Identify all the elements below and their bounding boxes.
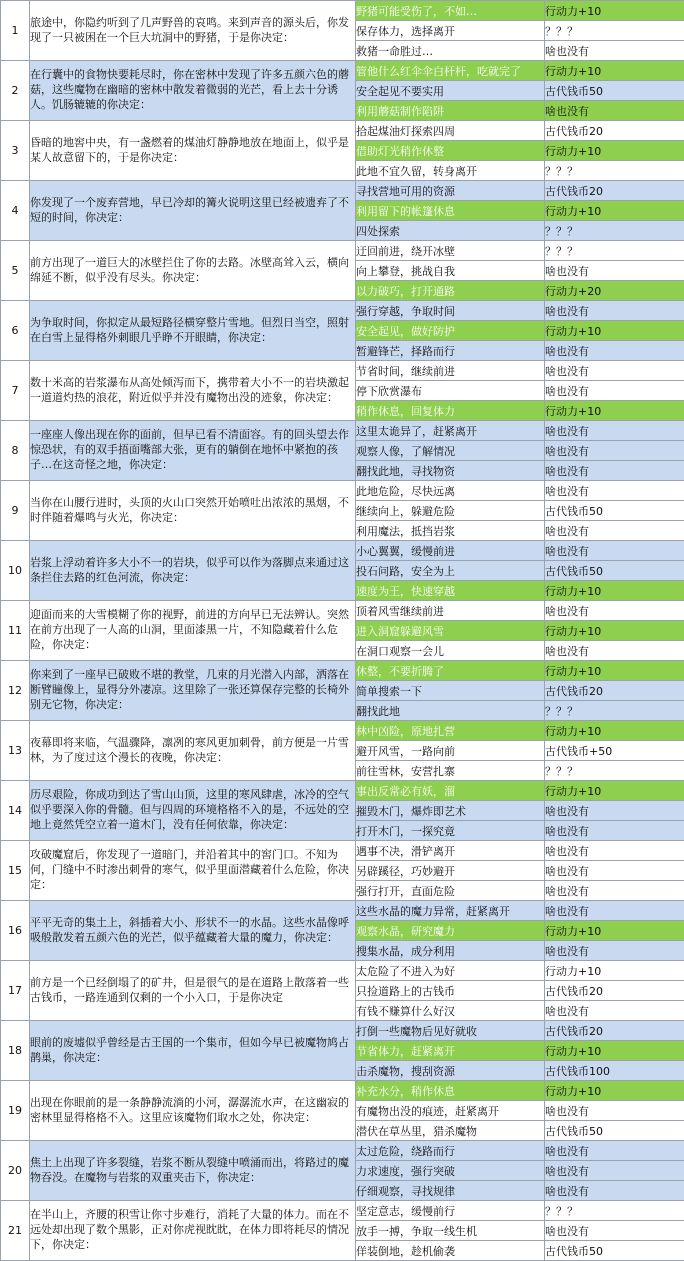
- event-description: 前方出现了一道巨大的冰壁拦住了你的去路。冰壁高耸入云，横向绵延不断，似乎没有尽头。你决定：: [30, 241, 356, 301]
- choice-reward: 啥也没有: [545, 101, 684, 121]
- choice-reward: 行动力+10: [545, 1, 684, 21]
- choice-option: 只捡道路上的古钱币: [356, 981, 545, 1001]
- choice-reward: 啥也没有: [545, 41, 684, 61]
- choice-option: 此地不宜久留，转身离开: [356, 161, 545, 181]
- event-row: [1, 901, 684, 921]
- choice-reward: 啥也没有: [545, 1161, 684, 1181]
- event-description: 你发现了一个废弃营地，早已冷却的篝火说明这里已经被遗弃了不短的时间，你决定：: [30, 181, 356, 241]
- event-row: [1, 361, 684, 381]
- event-number: 1: [1, 1, 30, 61]
- event-number: 7: [1, 361, 30, 421]
- choice-option: 这些水晶的魔力异常，赶紧离开: [356, 901, 545, 921]
- choice-reward: ？？？: [545, 21, 684, 41]
- choice-reward: 啥也没有: [545, 361, 684, 381]
- event-number: 11: [1, 601, 30, 661]
- event-row: [1, 481, 684, 501]
- choice-option: 这里太诡异了，赶紧离开: [356, 421, 545, 441]
- choice-reward: 啥也没有: [545, 861, 684, 881]
- event-number: 13: [1, 721, 30, 781]
- choice-option: 利用魔法，抵挡岩浆: [356, 521, 545, 541]
- choice-option: 林中凶险，原地扎营: [356, 721, 545, 741]
- choice-option: 翻找此地，寻找物资: [356, 461, 545, 481]
- choice-option: 借助灯光稍作休整: [356, 141, 545, 161]
- choice-reward: 行动力+10: [545, 781, 684, 801]
- choice-option: 以力破巧，打开通路: [356, 281, 545, 301]
- choice-reward: 啥也没有: [545, 801, 684, 821]
- choice-reward: ？？？: [545, 161, 684, 181]
- event-number: 16: [1, 901, 30, 961]
- choice-reward: 啥也没有: [545, 461, 684, 481]
- choice-reward: 啥也没有: [545, 881, 684, 901]
- event-description: 数十米高的岩浆瀑布从高处倾泻而下，携带着大小不一的岩块激起一道道灼热的浪花，附近似乎并没有魔物出没的迹象，你决定：: [30, 361, 356, 421]
- choice-reward: 古代钱币+50: [545, 741, 684, 761]
- choice-reward: 啥也没有: [545, 381, 684, 401]
- event-description: 昏暗的地窖中央，有一盏燃着的煤油灯静静地放在地面上，似乎是某人故意留下的，于是你决定：: [30, 121, 356, 181]
- choice-reward: 啥也没有: [545, 261, 684, 281]
- choice-option: 坚定意志，缓慢前行: [356, 1201, 545, 1221]
- event-row: [1, 61, 684, 81]
- choice-reward: 古代钱币50: [545, 81, 684, 101]
- choice-option: 前往雪林，安营扎寨: [356, 761, 545, 781]
- choice-reward: 行动力+10: [545, 961, 684, 981]
- choice-reward: 行动力+10: [545, 1041, 684, 1061]
- event-description: 焦土上出现了许多裂缝，岩浆不断从裂缝中喷涌而出，将路过的魔物吞没。在魔物与岩浆的双重夹击下，你决定：: [30, 1141, 356, 1201]
- choice-reward: 行动力+10: [545, 141, 684, 161]
- choice-reward: 啥也没有: [545, 1101, 684, 1121]
- choice-option: 救猪一命胜过…: [356, 41, 545, 61]
- choice-option: 补充水分，稍作休息: [356, 1081, 545, 1101]
- event-description: 夜幕即将来临，气温骤降，凛冽的寒风更加刺骨，前方便是一片雪林，为了度过这个漫长的夜晚，你决定：: [30, 721, 356, 781]
- event-number: 17: [1, 961, 30, 1021]
- choice-reward: 行动力+10: [545, 621, 684, 641]
- choice-option: 拾起煤油灯探索四周: [356, 121, 545, 141]
- choice-option: 野猪可能受伤了，不如…: [356, 1, 545, 21]
- event-row: [1, 301, 684, 321]
- choice-option: 投石问路，安全为上: [356, 561, 545, 581]
- choice-reward: 啥也没有: [545, 841, 684, 861]
- event-number: 5: [1, 241, 30, 301]
- choice-reward: 古代钱币50: [545, 561, 684, 581]
- event-description: 出现在你眼前的是一条静静流淌的小河，潺潺流水声，在这幽寂的密林里显得格格不入。这里应该魔物们取水之处，你决定：: [30, 1081, 356, 1141]
- choice-option: 强行打开，直面危险: [356, 881, 545, 901]
- choice-reward: 啥也没有: [545, 821, 684, 841]
- choice-reward: 行动力+10: [545, 921, 684, 941]
- event-description: 前方是一个已经倒塌了的矿井，但是很气的是在道路上散落着一些古钱币，一路连通到仅剩的一个小入口，于是你决定: [30, 961, 356, 1021]
- choice-reward: 啥也没有: [545, 301, 684, 321]
- event-number: 12: [1, 661, 30, 721]
- event-row: [1, 421, 684, 441]
- choice-option: 太危险了不进入为好: [356, 961, 545, 981]
- choice-reward: 古代钱币50: [545, 1121, 684, 1141]
- choice-reward: 啥也没有: [545, 341, 684, 361]
- event-description: 当你在山腰行进时，头顶的火山口突然开始喷吐出浓浓的黑烟，不时伴随着爆鸣与火光，你决定：: [30, 481, 356, 541]
- choice-reward: 啥也没有: [545, 1141, 684, 1161]
- event-number: 6: [1, 301, 30, 361]
- event-row: [1, 601, 684, 621]
- choice-option: 管他什么红伞伞白杆杆，吃就完了: [356, 61, 545, 81]
- choice-option: 速度为王，快速穿越: [356, 581, 545, 601]
- choice-reward: 啥也没有: [545, 521, 684, 541]
- choice-option: 此地危险，尽快远离: [356, 481, 545, 501]
- choice-option: 节省时间，继续前进: [356, 361, 545, 381]
- choice-reward: 行动力+10: [545, 661, 684, 681]
- choice-reward: 行动力+10: [545, 61, 684, 81]
- choice-reward: ？？？: [545, 701, 684, 721]
- choice-option: 事出反常必有妖，溜: [356, 781, 545, 801]
- event-row: [1, 181, 684, 201]
- choice-option: 利用留下的帐篷休息: [356, 201, 545, 221]
- choice-option: 仔细观察，寻找规律: [356, 1181, 545, 1201]
- choice-reward: 啥也没有: [545, 601, 684, 621]
- choice-option: 小心翼翼，缓慢前进: [356, 541, 545, 561]
- choice-option: 观察水晶，研究魔力: [356, 921, 545, 941]
- choice-option: 搜集水晶，成分利用: [356, 941, 545, 961]
- choice-reward: ？？？: [545, 241, 684, 261]
- event-row: [1, 541, 684, 561]
- choice-option: 避开风雪，一路向前: [356, 741, 545, 761]
- event-row: [1, 1201, 684, 1221]
- choice-reward: 古代钱币20: [545, 981, 684, 1001]
- event-number: 2: [1, 61, 30, 121]
- event-description: 在半山上，齐腰的积雪让你寸步难行，消耗了大量的体力。而在不远处却出现了数个黑影，正对你虎视眈眈，在体力即将耗尽的情况下，你决定：: [30, 1201, 356, 1261]
- event-row: [1, 1021, 684, 1041]
- choice-option: 强行穿越，争取时间: [356, 301, 545, 321]
- event-description: 岩浆上浮动着许多大小不一的岩块，似乎可以作为落脚点来通过这条拦住去路的红色河流，你决定：: [30, 541, 356, 601]
- choice-reward: 啥也没有: [545, 441, 684, 461]
- choice-reward: 啥也没有: [545, 481, 684, 501]
- choice-reward: 古代钱币100: [545, 1061, 684, 1081]
- choice-option: 四处探索: [356, 221, 545, 241]
- event-row: [1, 241, 684, 261]
- choice-option: 节省体力，赶紧离开: [356, 1041, 545, 1061]
- choice-reward: 古代钱币50: [545, 501, 684, 521]
- choice-reward: ？？？: [545, 761, 684, 781]
- choice-reward: ？？？: [545, 221, 684, 241]
- choice-option: 另辟蹊径，巧妙避开: [356, 861, 545, 881]
- event-row: [1, 841, 684, 861]
- choice-reward: 行动力+10: [545, 1081, 684, 1101]
- choice-reward: 古代钱币50: [545, 1241, 684, 1261]
- choice-option: 简单搜索一下: [356, 681, 545, 701]
- choice-option: 观察人像，了解情况: [356, 441, 545, 461]
- choice-option: 稍作休息，回复体力: [356, 401, 545, 421]
- choice-reward: 啥也没有: [545, 421, 684, 441]
- choice-reward: 古代钱币20: [545, 181, 684, 201]
- event-number: 19: [1, 1081, 30, 1141]
- choice-option: 放手一搏，争取一线生机: [356, 1221, 545, 1241]
- event-number: 9: [1, 481, 30, 541]
- choice-reward: 啥也没有: [545, 1181, 684, 1201]
- choice-reward: 古代钱币20: [545, 121, 684, 141]
- choice-option: 打倒一些魔物后见好就收: [356, 1021, 545, 1041]
- choice-option: 安全起见不要实用: [356, 81, 545, 101]
- choice-reward: 啥也没有: [545, 1001, 684, 1021]
- event-row: [1, 781, 684, 801]
- event-description: 为争取时间，你拟定从最短路径横穿整片雪地。但烈日当空，照射在白雪上显得格外刺眼几乎睁不开眼睛，你决定：: [30, 301, 356, 361]
- event-description: 旅途中，你隐约听到了几声野兽的哀鸣。来到声音的源头后，你发现了一只被困在一个巨大坑洞中的野猪，于是你决定：: [30, 1, 356, 61]
- event-description: 平平无奇的集土上，斜插着大小、形状不一的水晶。这些水晶像呼吸般散发着五颜六色的光芒，似乎蕴藏着大量的魔力，你决定：: [30, 901, 356, 961]
- event-number: 20: [1, 1141, 30, 1201]
- event-description: 历尽艰险，你成功到达了雪山山顶，这里的寒风肆虐，冰冷的空气似乎要深入你的骨髓。但与四周的环境格格不入的是，不远处的空地上竟然凭空立着一道木门，没有任何依靠，你决定：: [30, 781, 356, 841]
- choice-option: 翻找此地: [356, 701, 545, 721]
- event-number: 10: [1, 541, 30, 601]
- choice-option: 有魔物出没的痕迹，赶紧离开: [356, 1101, 545, 1121]
- choice-option: 力求速度，强行突破: [356, 1161, 545, 1181]
- event-row: [1, 121, 684, 141]
- choice-option: 顶着风雪继续前进: [356, 601, 545, 621]
- events-table-body: [1, 1, 684, 1261]
- choice-option: 暂避锋芒，择路而行: [356, 341, 545, 361]
- event-description: 在行囊中的食物快要耗尽时，你在密林中发现了许多五颜六色的蘑菇，这些魔物在幽暗的密林中散发着微弱的光芒，看上去十分诱人。饥肠辘辘的你决定：: [30, 61, 356, 121]
- event-number: 4: [1, 181, 30, 241]
- choice-option: 休整，不要折腾了: [356, 661, 545, 681]
- event-number: 3: [1, 121, 30, 181]
- event-row: [1, 1, 684, 21]
- choice-reward: ？？？: [545, 1201, 684, 1221]
- choice-option: 在洞口观察一会儿: [356, 641, 545, 661]
- choice-reward: 啥也没有: [545, 901, 684, 921]
- choice-option: 寻找营地可用的资源: [356, 181, 545, 201]
- choice-reward: 啥也没有: [545, 641, 684, 661]
- choice-option: 保存体力，选择离开: [356, 21, 545, 41]
- event-row: [1, 961, 684, 981]
- choice-reward: 啥也没有: [545, 941, 684, 961]
- choice-option: 潜伏在草丛里，猎杀魔物: [356, 1121, 545, 1141]
- choice-reward: 行动力+10: [545, 581, 684, 601]
- choice-option: 安全起见，做好防护: [356, 321, 545, 341]
- choice-reward: 古代钱币20: [545, 1021, 684, 1041]
- event-row: [1, 721, 684, 741]
- choice-option: 有钱不赚算什么好汉: [356, 1001, 545, 1021]
- choice-reward: 啥也没有: [545, 541, 684, 561]
- choice-reward: 行动力+10: [545, 401, 684, 421]
- choice-option: 停下欣赏瀑布: [356, 381, 545, 401]
- choice-option: 向上攀登，挑战自我: [356, 261, 545, 281]
- event-number: 21: [1, 1201, 30, 1261]
- event-description: 你来到了一座早已破败不堪的教堂，几束的月光潜入内部，洒落在断臂瞳像上，显得分外凄凉。这里除了一张还算保存完整的长椅外别无它物，你决定：: [30, 661, 356, 721]
- event-number: 8: [1, 421, 30, 481]
- choice-option: 遇事不决，滑铲离开: [356, 841, 545, 861]
- choice-option: 打开木门，一探究竟: [356, 821, 545, 841]
- choice-option: 击杀魔物，搜刮资源: [356, 1061, 545, 1081]
- event-description: 迎面而来的大雪模糊了你的视野，前进的方向早已无法辨认。突然在前方出现了一人高的山洞，里面漆黑一片，不知隐藏着什么危险，你决定：: [30, 601, 356, 661]
- event-number: 14: [1, 781, 30, 841]
- choice-reward: 行动力+20: [545, 281, 684, 301]
- choice-option: 佯装倒地，趁机偷袭: [356, 1241, 545, 1261]
- event-row: [1, 1141, 684, 1161]
- choice-option: 摧毁木门，爆炸即艺术: [356, 801, 545, 821]
- event-number: 18: [1, 1021, 30, 1081]
- choice-option: 太过危险，绕路而行: [356, 1141, 545, 1161]
- choice-option: 迂回前进，绕开冰壁: [356, 241, 545, 261]
- event-row: [1, 1081, 684, 1101]
- choice-reward: 行动力+10: [545, 321, 684, 341]
- choice-option: 利用蘑菇制作陷阱: [356, 101, 545, 121]
- event-number: 15: [1, 841, 30, 901]
- choice-reward: 啥也没有: [545, 1221, 684, 1241]
- event-description: 一座座人像出现在你的面前，但早已看不清面容。有的回头望去作惊恐状，有的双手捂面嘴部大张，更有的躺倒在地怀中紧抱的孩子…在这奇怪之地，你决定：: [30, 421, 356, 481]
- choice-option: 继续向上，躲避危险: [356, 501, 545, 521]
- event-description: 攻破魔窟后，你发现了一道暗门，并沿着其中的窖门口。不知为何，门缝中不时渗出刺骨的寒气，似乎里面潜藏着什么危险，你决定：: [30, 841, 356, 901]
- choice-reward: 古代钱币20: [545, 681, 684, 701]
- event-row: [1, 661, 684, 681]
- choice-reward: 行动力+10: [545, 721, 684, 741]
- event-description: 眼前的废墟似乎曾经是古王国的一个集市，但如今早已被魔物鸠占鹊巢，你决定：: [30, 1021, 356, 1081]
- choice-option: 进入洞窟躲避风雪: [356, 621, 545, 641]
- choice-reward: 行动力+10: [545, 201, 684, 221]
